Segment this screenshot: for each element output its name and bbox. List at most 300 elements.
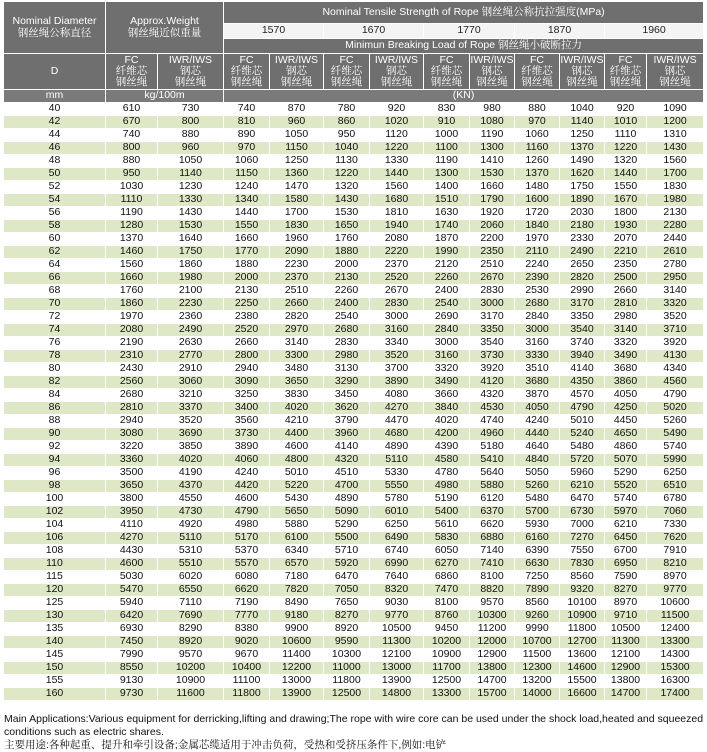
table-cell: 9130 <box>106 675 158 688</box>
diameter-cell: 72 <box>4 311 106 324</box>
iwr-type-label: 钢丝绳 <box>280 76 313 88</box>
table-cell: 2650 <box>560 259 605 272</box>
table-row <box>4 389 704 402</box>
table-row <box>4 688 704 701</box>
table-cell: 1240 <box>224 181 270 194</box>
table-cell: 1810 <box>370 207 424 220</box>
table-cell: 14700 <box>605 688 647 701</box>
table-cell: 2280 <box>647 220 704 233</box>
table-row <box>4 311 704 324</box>
table-cell: 5550 <box>370 480 424 493</box>
notes <box>4 713 704 752</box>
table-cell: 1190 <box>424 155 470 168</box>
table-cell: 4550 <box>158 493 224 506</box>
table-cell: 10200 <box>424 636 470 649</box>
table-cell: 11800 <box>224 688 270 701</box>
iwr-type-label: 钢芯 <box>180 64 201 77</box>
table-row <box>4 467 704 480</box>
table-cell: 1370 <box>106 233 158 246</box>
table-cell: 1250 <box>270 155 324 168</box>
table-cell: 4320 <box>470 389 515 402</box>
table-row <box>4 545 704 558</box>
table-cell: 8100 <box>470 571 515 584</box>
table-cell: 12700 <box>560 636 605 649</box>
table-cell: 10300 <box>324 649 370 662</box>
diameter-cell: 108 <box>4 545 106 558</box>
table-cell: 2630 <box>158 337 224 350</box>
table-cell: 9710 <box>605 610 647 623</box>
table-cell: 2560 <box>106 376 158 389</box>
table-row <box>4 220 704 233</box>
table-cell: 2230 <box>270 259 324 272</box>
fc-type-label: FC <box>530 53 544 66</box>
table-cell: 3730 <box>470 350 515 363</box>
table-cell: 4420 <box>224 480 270 493</box>
table-row <box>4 558 704 571</box>
table-cell: 5960 <box>560 467 605 480</box>
table-cell: 10500 <box>370 623 424 636</box>
table-cell: 3480 <box>270 363 324 376</box>
table-cell: 1800 <box>605 207 647 220</box>
table-cell: 5480 <box>560 441 605 454</box>
table-cell: 890 <box>224 129 270 142</box>
iwr-type-header <box>560 54 605 90</box>
table-cell: 3130 <box>324 363 370 376</box>
diameter-cell: 86 <box>4 402 106 415</box>
table-cell: 5090 <box>324 506 370 519</box>
table-cell: 2660 <box>270 298 324 311</box>
table-cell: 4320 <box>324 454 370 467</box>
table-cell: 4110 <box>106 519 158 532</box>
table-cell: 10900 <box>560 610 605 623</box>
table-cell: 6950 <box>605 558 647 571</box>
table-cell: 13600 <box>560 649 605 662</box>
table-cell: 2490 <box>158 324 224 337</box>
table-cell: 2250 <box>224 298 270 311</box>
table-cell: 4400 <box>270 428 324 441</box>
table-cell: 11500 <box>515 649 560 662</box>
table-cell: 2240 <box>515 259 560 272</box>
table-cell: 3870 <box>515 389 560 402</box>
table-cell: 5500 <box>324 532 370 545</box>
diameter-cell: 80 <box>4 363 106 376</box>
table-cell: 7250 <box>515 571 560 584</box>
table-cell: 6510 <box>647 480 704 493</box>
diameter-cell: 84 <box>4 389 106 402</box>
table-cell: 2370 <box>370 259 424 272</box>
table-cell: 5190 <box>424 493 470 506</box>
table-cell: 9770 <box>370 610 424 623</box>
table-row <box>4 441 704 454</box>
unit-weight: kg/100m <box>106 90 224 103</box>
table-cell: 9590 <box>324 636 370 649</box>
iwr-type-header <box>158 54 224 90</box>
table-cell: 7110 <box>158 597 224 610</box>
iwr-type-label: 钢芯 <box>571 64 593 77</box>
table-cell: 10700 <box>515 636 560 649</box>
iwr-type-label: 钢丝绳 <box>566 76 598 88</box>
table-cell: 4190 <box>158 467 224 480</box>
table-cell: 1370 <box>560 142 605 155</box>
table-cell: 5610 <box>424 519 470 532</box>
table-cell: 1140 <box>560 116 605 129</box>
table-cell: 9260 <box>515 610 560 623</box>
table-cell: 10400 <box>224 662 270 675</box>
table-cell: 11100 <box>224 675 270 688</box>
table-cell: 9770 <box>647 584 704 597</box>
table-cell: 3400 <box>224 402 270 415</box>
table-cell: 12200 <box>270 662 324 675</box>
diameter-cell: 150 <box>4 662 106 675</box>
table-cell: 2510 <box>470 259 515 272</box>
table-cell: 3540 <box>560 324 605 337</box>
diameter-cell: 115 <box>4 571 106 584</box>
table-cell: 3520 <box>647 311 704 324</box>
table-cell: 3650 <box>270 376 324 389</box>
table-cell: 4350 <box>560 376 605 389</box>
table-cell: 2220 <box>370 246 424 259</box>
table-cell: 8550 <box>106 662 158 675</box>
table-cell: 6490 <box>370 532 424 545</box>
table-cell: 4890 <box>370 441 424 454</box>
table-cell: 13800 <box>470 662 515 675</box>
nominal-diameter-en: Nominal Diameter <box>12 15 97 28</box>
table-cell: 5310 <box>158 545 224 558</box>
table-cell: 3500 <box>106 467 158 480</box>
table-row <box>4 480 704 493</box>
diameter-cell: 110 <box>4 558 106 571</box>
table-cell: 5410 <box>470 454 515 467</box>
breaking-load-header: Minimun Breaking Load of Rope 钢丝绳小破断拉力 <box>224 39 704 54</box>
table-cell: 3340 <box>370 337 424 350</box>
table-cell: 7450 <box>106 636 158 649</box>
table-cell: 5240 <box>560 428 605 441</box>
table-cell: 6620 <box>224 584 270 597</box>
table-cell: 3680 <box>515 376 560 389</box>
table-cell: 4250 <box>605 402 647 415</box>
table-cell: 870 <box>270 103 324 116</box>
table-cell: 2780 <box>647 259 704 272</box>
table-cell: 3000 <box>424 337 470 350</box>
table-row <box>4 428 704 441</box>
table-cell: 1090 <box>647 103 704 116</box>
table-cell: 4440 <box>515 428 560 441</box>
table-row <box>4 506 704 519</box>
table-cell: 5700 <box>515 506 560 519</box>
table-cell: 6860 <box>424 571 470 584</box>
table-cell: 1860 <box>158 259 224 272</box>
table-cell: 2520 <box>224 324 270 337</box>
table-cell: 5940 <box>106 597 158 610</box>
table-cell: 1330 <box>158 194 224 207</box>
table-cell: 1830 <box>270 220 324 233</box>
diameter-cell: 56 <box>4 207 106 220</box>
table-cell: 1360 <box>270 168 324 181</box>
table-cell: 1150 <box>270 142 324 155</box>
table-row <box>4 272 704 285</box>
table-cell: 8760 <box>424 610 470 623</box>
table-cell: 1560 <box>370 181 424 194</box>
table-cell: 4080 <box>370 389 424 402</box>
table-cell: 1700 <box>270 207 324 220</box>
table-cell: 3950 <box>106 506 158 519</box>
table-cell: 1920 <box>470 207 515 220</box>
table-cell: 5020 <box>647 402 704 415</box>
table-cell: 11400 <box>270 649 324 662</box>
table-cell: 2400 <box>324 298 370 311</box>
table-cell: 4800 <box>270 454 324 467</box>
table-cell: 2260 <box>424 272 470 285</box>
nominal-diameter-header <box>4 2 106 54</box>
table-cell: 4790 <box>560 402 605 415</box>
diameter-cell: 88 <box>4 415 106 428</box>
table-cell: 6420 <box>106 610 158 623</box>
table-cell: 3330 <box>515 350 560 363</box>
fc-type-label: FC <box>239 53 254 66</box>
table-cell: 5640 <box>470 467 515 480</box>
table-cell: 5510 <box>158 558 224 571</box>
table-cell: 6100 <box>270 532 324 545</box>
table-cell: 2970 <box>270 324 324 337</box>
diameter-cell: 102 <box>4 506 106 519</box>
table-cell: 1110 <box>605 129 647 142</box>
table-cell: 8970 <box>605 597 647 610</box>
table-cell: 4450 <box>605 415 647 428</box>
diameter-cell: 50 <box>4 168 106 181</box>
table-cell: 2000 <box>224 272 270 285</box>
table-cell: 830 <box>424 103 470 116</box>
table-cell: 4700 <box>324 480 370 493</box>
table-cell: 3370 <box>158 402 224 415</box>
table-cell: 2770 <box>158 350 224 363</box>
table-cell: 3920 <box>647 337 704 350</box>
table-cell: 3940 <box>560 350 605 363</box>
table-cell: 5180 <box>470 441 515 454</box>
tensile-strength-header: Nominal Tensile Strength of Rope 钢丝绳公称抗拉强度(MPa) <box>224 2 704 24</box>
table-row <box>4 350 704 363</box>
table-cell: 1560 <box>106 259 158 272</box>
table-cell: 11200 <box>470 623 515 636</box>
table-cell: 7650 <box>324 597 370 610</box>
table-cell: 5050 <box>515 467 560 480</box>
diameter-cell: 58 <box>4 220 106 233</box>
table-cell: 5830 <box>424 532 470 545</box>
table-cell: 2230 <box>158 298 224 311</box>
table-cell: 1440 <box>224 207 270 220</box>
table-cell: 5710 <box>324 545 370 558</box>
table-cell: 14000 <box>515 688 560 701</box>
table-cell: 6550 <box>158 584 224 597</box>
table-cell: 2350 <box>605 259 647 272</box>
table-cell: 6250 <box>370 519 424 532</box>
table-cell: 3170 <box>470 311 515 324</box>
table-cell: 1760 <box>324 233 370 246</box>
table-cell: 1750 <box>158 246 224 259</box>
table-cell: 3700 <box>370 363 424 376</box>
table-cell: 1490 <box>560 155 605 168</box>
table-cell: 8210 <box>647 558 704 571</box>
table-cell: 2130 <box>224 285 270 298</box>
table-cell: 1050 <box>270 129 324 142</box>
table-cell: 3680 <box>605 363 647 376</box>
grade-1570: 1570 <box>224 24 324 39</box>
table-cell: 3620 <box>324 402 370 415</box>
table-cell: 2360 <box>158 311 224 324</box>
table-row <box>4 636 704 649</box>
table-cell: 4240 <box>515 415 560 428</box>
table-row <box>4 181 704 194</box>
table-cell: 3650 <box>106 480 158 493</box>
table-cell: 1550 <box>605 181 647 194</box>
table-cell: 12500 <box>424 675 470 688</box>
table-cell: 2980 <box>605 311 647 324</box>
table-cell: 2610 <box>647 246 704 259</box>
diameter-cell: 82 <box>4 376 106 389</box>
table-cell: 1660 <box>224 233 270 246</box>
table-cell: 3960 <box>324 428 370 441</box>
grade-1960: 1960 <box>605 24 704 39</box>
table-cell: 3690 <box>158 428 224 441</box>
table-cell: 1410 <box>470 155 515 168</box>
table-cell: 9730 <box>106 688 158 701</box>
table-cell: 4060 <box>224 454 270 467</box>
table-row <box>4 532 704 545</box>
table-cell: 4510 <box>324 467 370 480</box>
table-cell: 6730 <box>560 506 605 519</box>
table-cell: 5400 <box>424 506 470 519</box>
table-cell: 1960 <box>270 233 324 246</box>
table-cell: 5370 <box>224 545 270 558</box>
table-cell: 2810 <box>605 298 647 311</box>
iwr-type-label: IWR/IWS <box>274 53 319 66</box>
table-cell: 880 <box>515 103 560 116</box>
fc-type-label: 纤维芯 <box>230 64 263 77</box>
diameter-cell: 64 <box>4 259 106 272</box>
table-row <box>4 454 704 467</box>
table-cell: 1660 <box>106 272 158 285</box>
table-cell: 780 <box>324 103 370 116</box>
table-cell: 6160 <box>515 532 560 545</box>
rope-spec-table <box>3 1 704 701</box>
table-cell: 13000 <box>370 662 424 675</box>
table-cell: 1140 <box>158 168 224 181</box>
table-cell: 1660 <box>470 181 515 194</box>
diameter-cell: 90 <box>4 428 106 441</box>
table-cell: 1680 <box>370 194 424 207</box>
table-cell: 7000 <box>560 519 605 532</box>
table-cell: 4980 <box>424 480 470 493</box>
table-cell: 7890 <box>515 584 560 597</box>
table-cell: 11700 <box>424 662 470 675</box>
table-cell: 13800 <box>605 675 647 688</box>
table-cell: 4890 <box>324 493 370 506</box>
table-cell: 7830 <box>560 558 605 571</box>
table-cell: 2000 <box>324 259 370 272</box>
table-cell: 3060 <box>158 376 224 389</box>
table-cell: 3490 <box>605 350 647 363</box>
table-cell: 2090 <box>270 246 324 259</box>
table-cell: 4570 <box>560 389 605 402</box>
table-cell: 5740 <box>647 441 704 454</box>
table-cell: 7050 <box>324 584 370 597</box>
fc-type-label: 钢丝绳 <box>330 76 363 88</box>
diameter-cell: 46 <box>4 142 106 155</box>
table-cell: 2940 <box>106 415 158 428</box>
fc-type-label: FC <box>339 53 354 66</box>
table-cell: 1470 <box>270 181 324 194</box>
table-cell: 1580 <box>270 194 324 207</box>
table-cell: 2350 <box>470 246 515 259</box>
table-cell: 9450 <box>424 623 470 636</box>
table-cell: 4210 <box>270 415 324 428</box>
table-cell: 1120 <box>370 129 424 142</box>
fc-type-header <box>424 54 470 90</box>
table-cell: 1980 <box>647 194 704 207</box>
table-cell: 1940 <box>370 220 424 233</box>
table-cell: 1650 <box>324 220 370 233</box>
table-cell: 5470 <box>106 584 158 597</box>
table-cell: 7550 <box>560 545 605 558</box>
diameter-cell: 98 <box>4 480 106 493</box>
table-cell: 2800 <box>224 350 270 363</box>
diameter-cell: 92 <box>4 441 106 454</box>
fc-type-header <box>324 54 370 90</box>
table-cell: 2910 <box>158 363 224 376</box>
table-cell: 8320 <box>370 584 424 597</box>
table-cell: 5260 <box>647 415 704 428</box>
table-row <box>4 168 704 181</box>
table-cell: 2950 <box>647 272 704 285</box>
table-cell: 920 <box>370 103 424 116</box>
table-cell: 10500 <box>605 623 647 636</box>
table-cell: 3890 <box>370 376 424 389</box>
table-row <box>4 233 704 246</box>
fc-type-label: FC <box>124 53 139 66</box>
table-cell: 6630 <box>515 558 560 571</box>
table-cell: 1550 <box>224 220 270 233</box>
table-cell: 17400 <box>647 688 704 701</box>
table-cell: 1510 <box>424 194 470 207</box>
table-cell: 1930 <box>605 220 647 233</box>
table-cell: 1190 <box>106 207 158 220</box>
table-cell: 7640 <box>370 571 424 584</box>
fc-type-label: 纤维芯 <box>330 64 363 77</box>
table-cell: 1150 <box>224 168 270 181</box>
table-cell: 1870 <box>424 233 470 246</box>
diameter-cell: 66 <box>4 272 106 285</box>
table-cell: 3740 <box>560 337 605 350</box>
table-cell: 4270 <box>370 402 424 415</box>
table-cell: 6990 <box>370 558 424 571</box>
table-cell: 2440 <box>647 233 704 246</box>
table-cell: 1430 <box>324 194 370 207</box>
table-cell: 1190 <box>470 129 515 142</box>
table-cell: 2390 <box>515 272 560 285</box>
table-cell: 4140 <box>324 441 370 454</box>
table-cell: 11000 <box>324 662 370 675</box>
table-cell: 2190 <box>106 337 158 350</box>
table-body <box>4 103 704 701</box>
table-cell: 6470 <box>560 493 605 506</box>
table-cell: 11600 <box>158 688 224 701</box>
table-cell: 2430 <box>106 363 158 376</box>
table-cell: 13900 <box>270 688 324 701</box>
fc-type-header <box>605 54 647 90</box>
table-cell: 1220 <box>370 142 424 155</box>
table-cell: 2400 <box>424 285 470 298</box>
table-cell: 3320 <box>424 363 470 376</box>
diameter-cell: 135 <box>4 623 106 636</box>
